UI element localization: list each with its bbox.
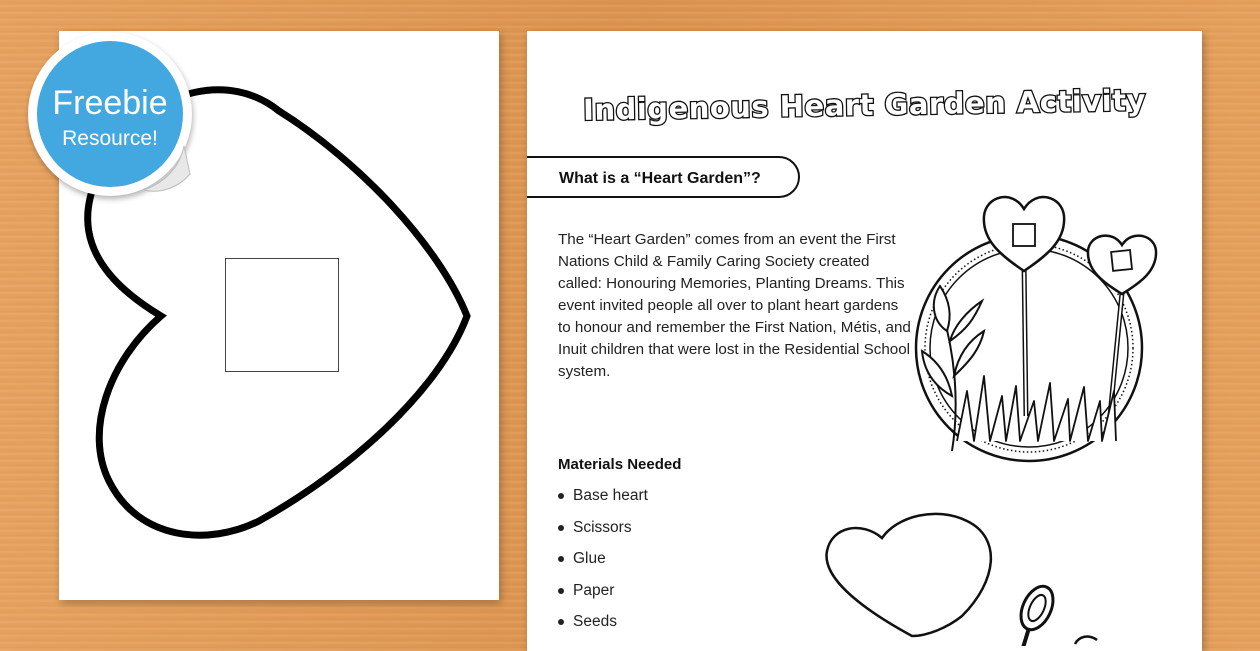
- activity-sheet: [527, 31, 1202, 651]
- list-item: [558, 485, 648, 517]
- material-label: Paper: [573, 581, 615, 599]
- list-item: [558, 580, 648, 612]
- material-label: Base heart: [573, 487, 648, 504]
- intro-paragraph: The “Heart Garden” comes from an event the First Nations Child & Family Caring Society created called: Honouring Memories, Planting Dreams. This event invited people all over to plant heart gardens to honour and remember the First Nation, Métis, and Inuit children that were lost in the Residential School system.: [558, 231, 911, 380]
- material-label: Scissors: [573, 518, 632, 536]
- freebie-badge-subtitle: Resource!: [62, 127, 158, 150]
- list-item: [558, 548, 648, 580]
- heart-and-scissors-illustration: [817, 506, 1117, 646]
- section-heading: What is a “Heart Garden”?: [559, 170, 761, 187]
- list-item: [558, 517, 648, 549]
- page-title: Indigenous Heart Garden Activity: [582, 83, 1147, 128]
- freebie-badge-title: Freebie: [52, 84, 168, 122]
- freebie-badge[interactable]: [28, 32, 192, 196]
- heart-center-square: [225, 258, 339, 372]
- material-label: Glue: [573, 550, 606, 567]
- list-item: [558, 611, 648, 643]
- materials-heading: Materials Needed: [558, 456, 682, 473]
- page-curl-icon: [140, 144, 192, 196]
- material-label: Seeds: [573, 613, 617, 630]
- materials-list: [558, 485, 648, 643]
- heart-garden-illustration: [912, 151, 1162, 471]
